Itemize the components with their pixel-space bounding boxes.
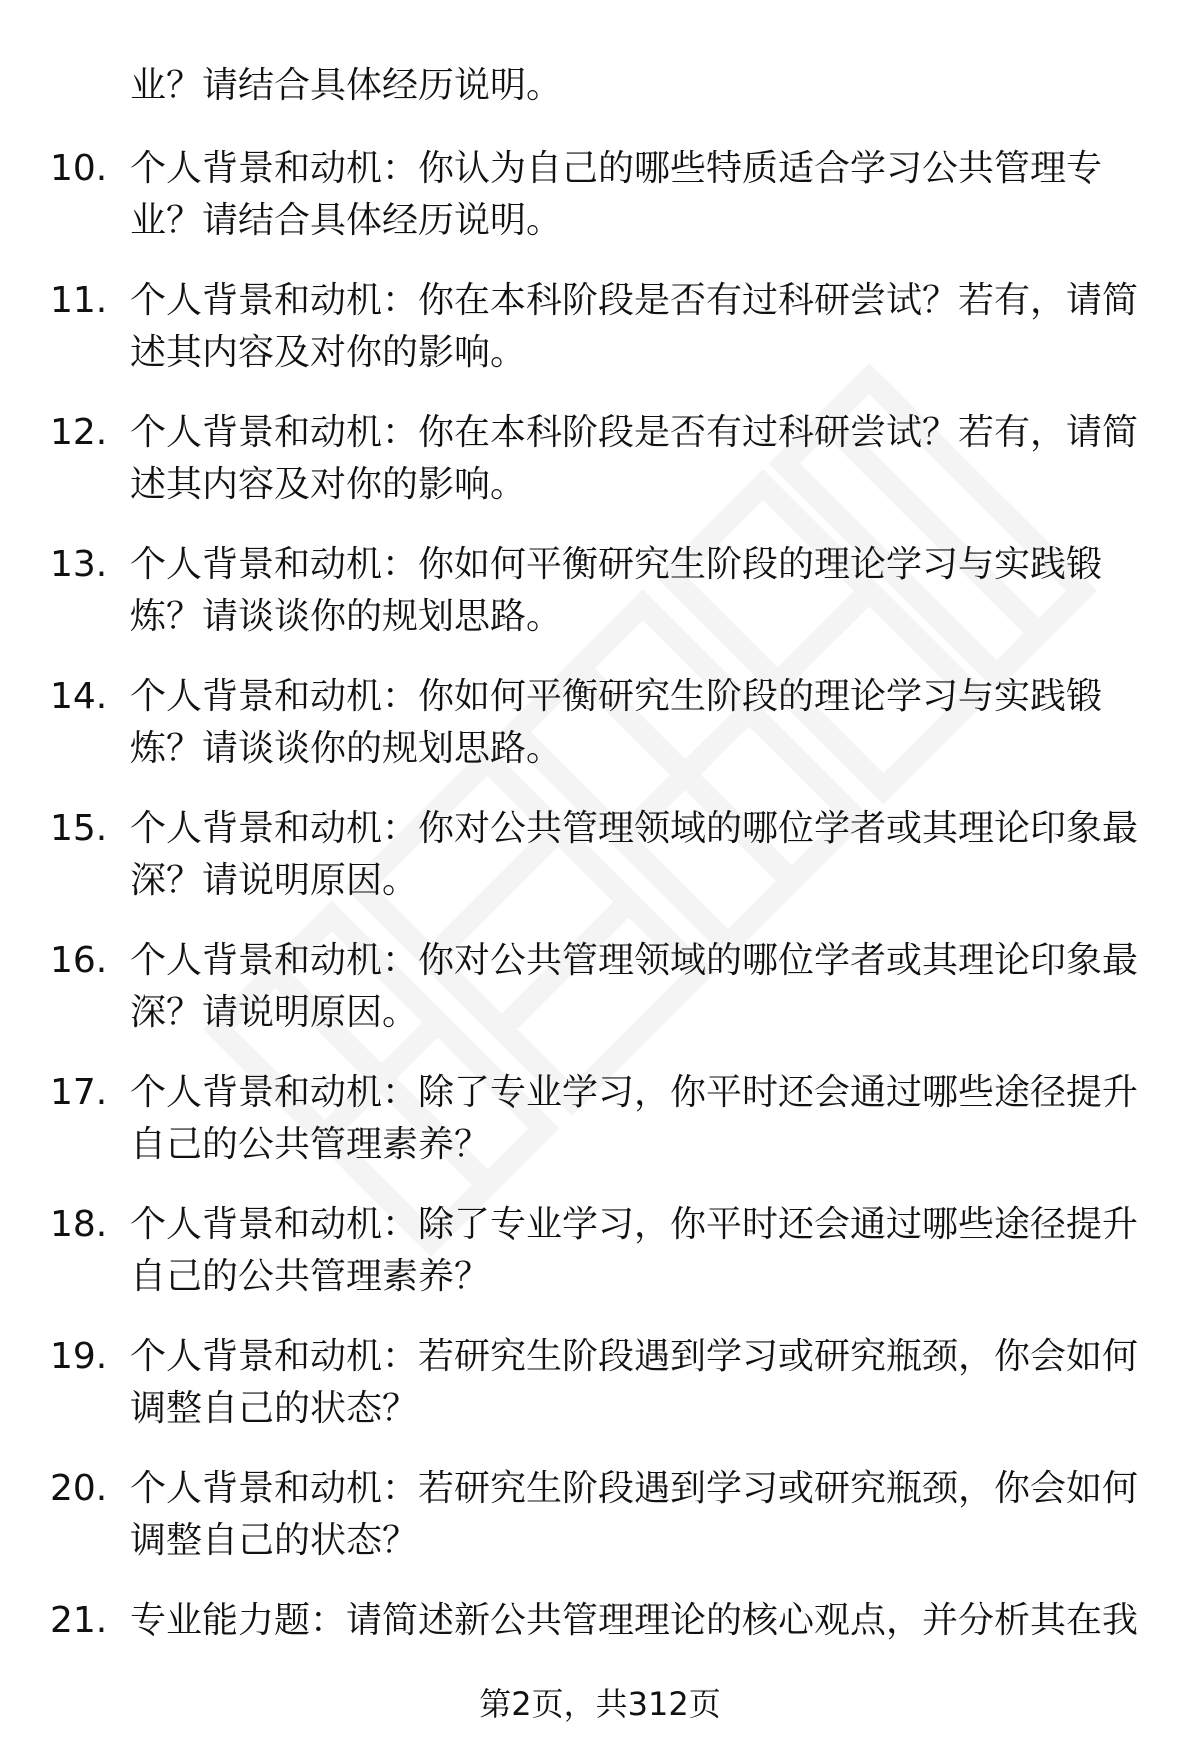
question-number: 14. [50,676,108,717]
question-number: 18. [50,1204,108,1245]
question-number: 11. [50,280,108,321]
question-line: 调整自己的状态？ [130,1520,419,1561]
question-line: 个人背景和动机：你在本科阶段是否有过科研尝试？若有，请简 [130,412,1139,453]
question-text [130,935,1150,1039]
page-footer: 第2页，共312页 [479,1685,721,1723]
list-item [0,135,1200,267]
question-line: 个人背景和动机：你如何平衡研究生阶段的理论学习与实践锻 [130,676,1103,717]
question-line: 深？请说明原因。 [130,860,419,901]
list-item [0,927,1200,1059]
question-number: 20. [50,1468,108,1509]
continuation-text: 业？请结合具体经历说明。 [130,65,563,106]
question-text [130,539,1150,643]
question-number: 15. [50,808,108,849]
list-item [0,1455,1200,1587]
question-text [130,803,1150,907]
question-number: 10. [50,148,108,189]
question-line: 自己的公共管理素养？ [130,1256,491,1297]
question-number: 12. [50,412,108,453]
question-line: 述其内容及对你的影响。 [130,464,527,505]
question-line: 个人背景和动机：除了专业学习，你平时还会通过哪些途径提升 [130,1072,1139,1113]
question-text [130,671,1150,775]
question-number: 13. [50,544,108,585]
question-line: 个人背景和动机：你认为自己的哪些特质适合学习公共管理专 [130,148,1103,189]
question-line: 个人背景和动机：若研究生阶段遇到学习或研究瓶颈，你会如何 [130,1336,1139,1377]
question-line: 调整自己的状态？ [130,1388,419,1429]
list-item [0,1323,1200,1455]
list-item [0,795,1200,927]
list-item [0,267,1200,399]
question-line: 业？请结合具体经历说明。 [130,200,563,241]
question-text [130,1199,1150,1303]
list-item [0,663,1200,795]
question-number: 16. [50,940,108,981]
question-line: 炼？请谈谈你的规划思路。 [130,596,563,637]
question-number: 17. [50,1072,108,1113]
question-line: 专业能力题：请简述新公共管理理论的核心观点，并分析其在我 [130,1600,1139,1641]
question-text [130,1067,1150,1171]
list-item [0,1191,1200,1323]
question-line: 炼？请谈谈你的规划思路。 [130,728,563,769]
question-line: 个人背景和动机：你对公共管理领域的哪位学者或其理论印象最 [130,940,1139,981]
question-line: 个人背景和动机：除了专业学习，你平时还会通过哪些途径提升 [130,1204,1139,1245]
question-line: 个人背景和动机：你如何平衡研究生阶段的理论学习与实践锻 [130,544,1103,585]
question-line: 个人背景和动机：你对公共管理领域的哪位学者或其理论印象最 [130,808,1139,849]
question-line: 述其内容及对你的影响。 [130,332,527,373]
question-line: 个人背景和动机：若研究生阶段遇到学习或研究瓶颈，你会如何 [130,1468,1139,1509]
question-line: 自己的公共管理素养？ [130,1124,491,1165]
question-text [130,143,1150,247]
question-text [130,407,1150,511]
list-item [0,399,1200,531]
question-line: 深？请说明原因。 [130,992,419,1033]
list-item [0,531,1200,663]
question-text [130,1331,1150,1435]
question-list [0,135,1200,1719]
question-text [130,1595,1150,1647]
question-text [130,1463,1150,1567]
question-line: 个人背景和动机：你在本科阶段是否有过科研尝试？若有，请简 [130,280,1139,321]
question-number: 21. [50,1600,108,1641]
question-number: 19. [50,1336,108,1377]
list-item [0,1059,1200,1191]
question-text [130,275,1150,379]
